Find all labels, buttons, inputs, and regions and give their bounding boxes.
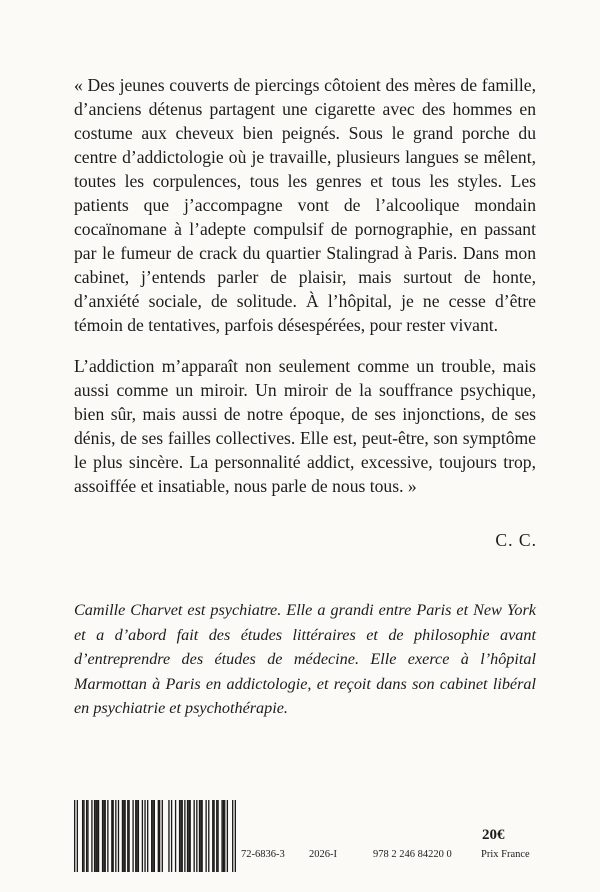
barcode-bar — [179, 800, 180, 872]
barcode-bar — [175, 800, 176, 872]
barcode-bar — [127, 800, 128, 872]
barcode-bar — [235, 800, 236, 872]
quote-paragraph-2 — [74, 354, 536, 498]
barcode-bar — [152, 800, 153, 872]
barcode-bar — [118, 800, 119, 872]
barcode-bar — [82, 800, 83, 872]
barcode-bar — [142, 800, 143, 872]
barcode-bar — [138, 800, 139, 872]
barcode-bar — [94, 800, 95, 872]
barcode-bar — [213, 800, 214, 872]
barcode-bar — [224, 800, 225, 872]
edition-code: 2026-I — [309, 849, 337, 860]
barcode-bar — [123, 800, 124, 872]
isbn-number: 978 2 246 84220 0 — [373, 849, 452, 860]
barcode-bar — [91, 800, 92, 872]
barcode-bar — [154, 800, 155, 872]
author-bio — [74, 598, 536, 721]
barcode-bar — [86, 800, 87, 872]
barcode-bar — [87, 800, 88, 872]
barcode-bar — [180, 800, 181, 872]
barcode-bar — [216, 800, 217, 872]
barcode-bar — [201, 800, 202, 872]
barcode-bar — [77, 800, 78, 872]
barcode-bar — [159, 800, 160, 872]
barcode-bar — [102, 800, 103, 872]
price: 20€ — [482, 827, 505, 843]
barcode-bar — [95, 800, 96, 872]
barcode-bar — [196, 800, 197, 872]
barcode-bar — [113, 800, 114, 872]
barcode-bar — [105, 800, 106, 872]
barcode-bar — [182, 800, 183, 872]
barcode-bar — [74, 800, 75, 872]
barcode-bar — [147, 800, 148, 872]
barcode-bar — [217, 800, 218, 872]
barcode-bar — [136, 800, 137, 872]
quote-paragraph-1 — [74, 73, 536, 337]
barcode-bar — [132, 800, 133, 872]
barcode-bar — [98, 800, 99, 872]
quote-paragraph-1-text: « Des jeunes couverts de piercings côtoient des mères de famille, d’anciens détenus partagent une cigarette avec des hommes en costume aux cheveux bien peignés. Sous le grand porche du centre d’addictologie où je travaille, plusieurs langues se mêlent, toutes les corpulences, tous les genres et tous les styles. Les patients que j’accompagne vont de l’alcoolique mondain cocaïnomane à l’adepte compulsif de pornographie, en passant par le fumeur de crack du quartier Stalingrad à Paris. Dans mon cabinet, j’entends parler de plaisir, mais surtout de honte, d’anxiété sociale, de solitude. À l’hôpital, je ne cesse d’être témoin de tentatives, parfois désespérées, pour rester vivant. — [74, 75, 536, 335]
barcode-bar — [135, 800, 136, 872]
barcode-bar — [194, 800, 195, 872]
barcode-bar — [103, 800, 104, 872]
barcode-bar — [128, 800, 129, 872]
barcode-bar — [223, 800, 224, 872]
barcode-bar — [168, 800, 169, 872]
barcode-bar — [184, 800, 185, 872]
barcode-bar — [124, 800, 125, 872]
barcode-bar — [107, 800, 108, 872]
barcode-bar — [190, 800, 191, 872]
barcode-bar — [227, 800, 228, 872]
barcode-bar — [200, 800, 201, 872]
barcode-bar — [144, 800, 145, 872]
quote-paragraph-2-text: L’addiction m’apparaît non seulement comme un trouble, mais aussi comme un miroir. Un miroir de la souffrance psychique, bien sûr, mais aussi de notre époque, de ses injonctions, de ses dénis, de ses failles collectives. Elle est, peut-être, son symptôme le plus sincère. La personnalité addict, excessive, toujours trop, assoiffée et insatiable, nous parle de nous tous. » — [74, 356, 536, 496]
barcode-bar — [221, 800, 222, 872]
barcode-bar — [162, 800, 163, 872]
barcode-bar — [151, 800, 152, 872]
price-label: Prix France — [481, 849, 530, 860]
author-bio-text: Camille Charvet est psychiatre. Elle a grandi entre Paris et New York et a d’abord fait des études littéraires et de philosophie avant d’entreprendre des études de médecine. Elle exerce à l’hôpital Marmottan à Paris en addictologie, et reçoit dans son cabinet libéral en psychiatrie et psychothérapie. — [74, 601, 536, 717]
barcode-bar — [83, 800, 84, 872]
barcode-bar — [158, 800, 159, 872]
barcode-bar — [232, 800, 233, 872]
barcode-bar — [199, 800, 200, 872]
product-code: 72-6836-3 — [241, 849, 285, 860]
barcode-bar — [188, 800, 189, 872]
barcode-bar — [171, 800, 172, 872]
barcode-image — [74, 800, 236, 872]
barcode-bar — [208, 800, 209, 872]
barcode-bar — [205, 800, 206, 872]
quote-signature: C. C. — [495, 530, 537, 550]
barcode-bar — [122, 800, 123, 872]
barcode-bar — [212, 800, 213, 872]
barcode-bar — [111, 800, 112, 872]
barcode-bar — [97, 800, 98, 872]
barcode-bar — [187, 800, 188, 872]
barcode-bar — [115, 800, 116, 872]
